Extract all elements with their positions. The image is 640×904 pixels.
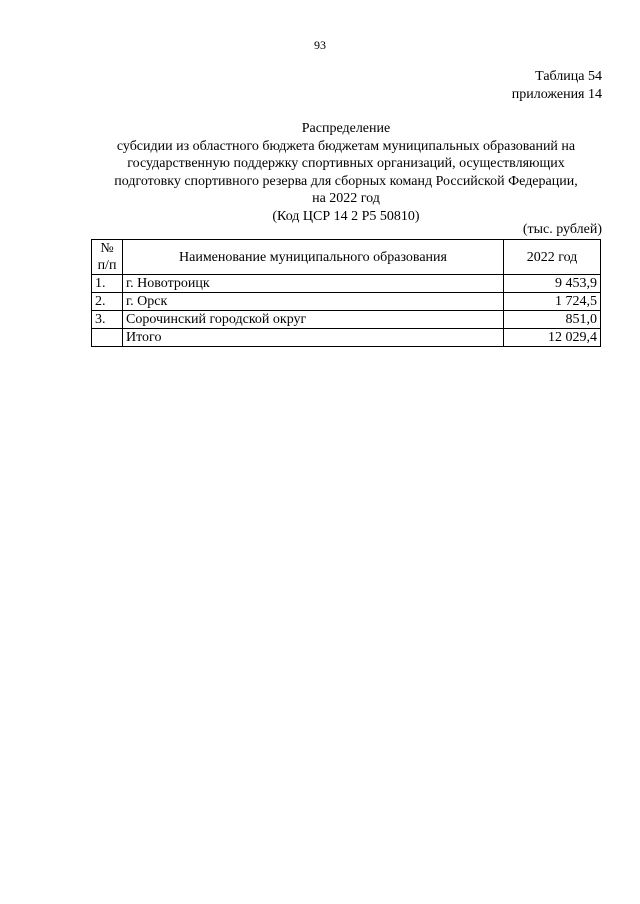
- table-row: [92, 311, 601, 329]
- row-value: 1 724,5: [504, 293, 601, 311]
- row-name: г. Орск: [123, 293, 504, 311]
- header-number-line-2: п/п: [97, 258, 117, 273]
- header-number: [92, 240, 123, 275]
- row-value: 9 453,9: [504, 275, 601, 293]
- table-reference: [512, 68, 602, 104]
- row-value: 851,0: [504, 311, 601, 329]
- header-name: Наименование муниципального образования: [123, 240, 504, 275]
- title-line-6: (Код ЦСР 14 2 Р5 50810): [272, 208, 420, 224]
- row-number: 2.: [92, 293, 123, 311]
- table-ref-line-2: приложения 14: [511, 87, 602, 102]
- row-number: 1.: [92, 275, 123, 293]
- units-label: (тыс. рублей): [522, 222, 602, 237]
- total-value: 12 029,4: [504, 329, 601, 347]
- title-line-5: на 2022 год: [312, 191, 380, 207]
- table-ref-line-1: Таблица 54: [535, 69, 602, 84]
- page-number: 93: [314, 38, 326, 52]
- title-line-2: субсидии из областного бюджета бюджетам муниципальных образований на: [116, 138, 576, 154]
- title-line-3: государственную поддержку спортивных организаций, осуществляющих: [127, 156, 565, 172]
- row-number: 3.: [92, 311, 123, 329]
- document-title: [80, 120, 612, 226]
- header-year: 2022 год: [504, 240, 601, 275]
- total-row: [92, 329, 601, 347]
- table-row: [92, 275, 601, 293]
- title-line-1: Распределение: [301, 121, 391, 136]
- row-name: г. Новотроицк: [123, 275, 504, 293]
- total-label: Итого: [123, 329, 504, 347]
- header-number-line-1: №: [100, 241, 114, 256]
- row-name: Сорочинский городской округ: [123, 311, 504, 329]
- table-row: [92, 293, 601, 311]
- distribution-table: [91, 239, 601, 347]
- total-number-cell: [92, 329, 123, 347]
- table-header-row: [92, 240, 601, 275]
- title-line-4: подготовку спортивного резерва для сборных команд Российской Федерации,: [114, 173, 578, 189]
